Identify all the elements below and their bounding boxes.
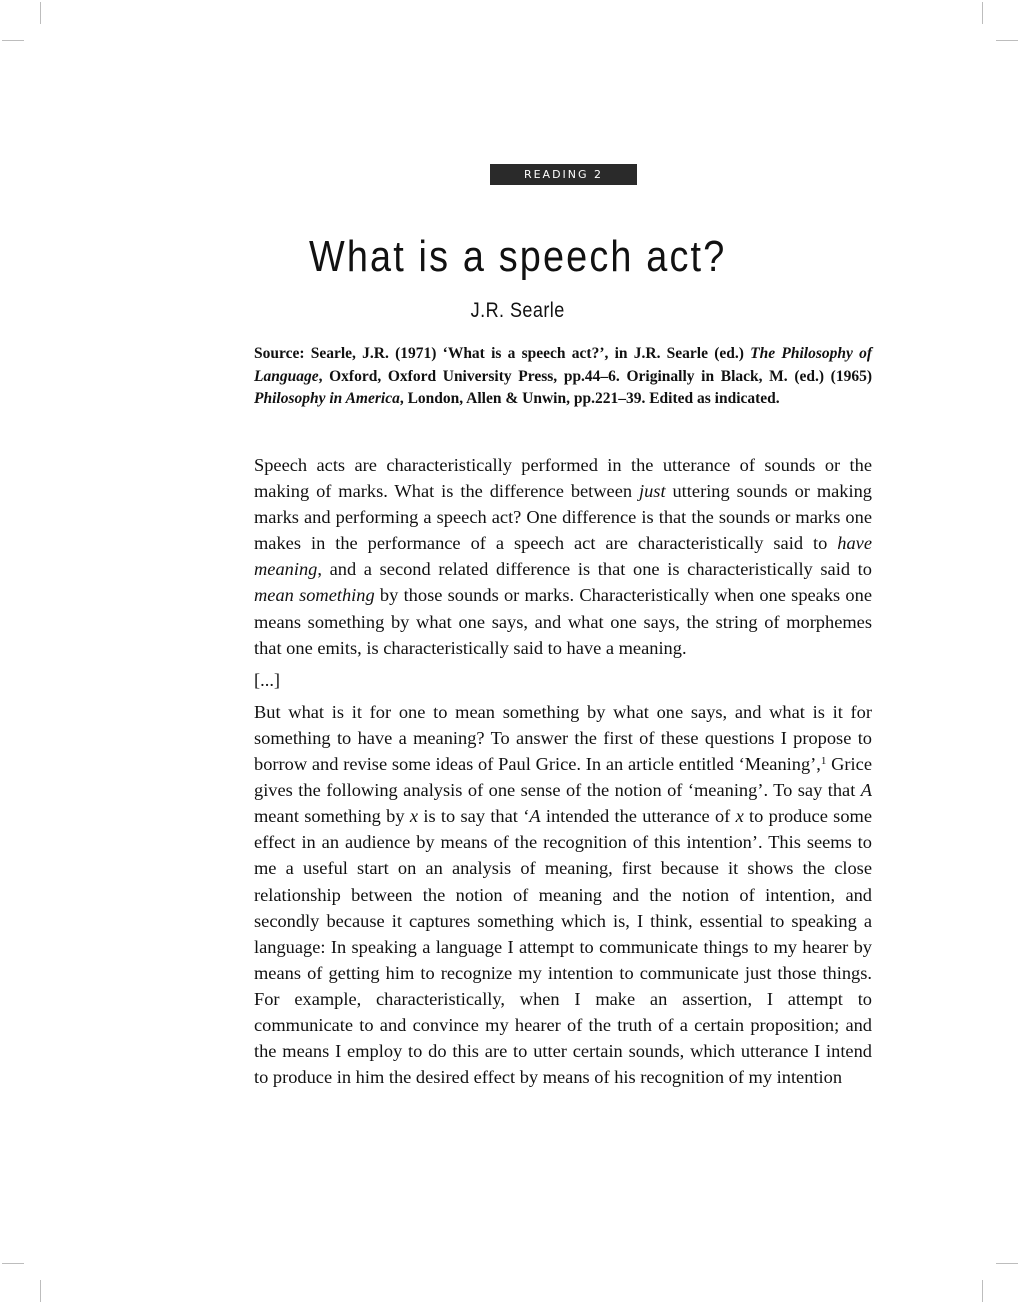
source-tail: , London, Allen & Unwin, pp.221–39. Edited as indicated. — [399, 390, 780, 408]
crop-mark-top-left-h — [2, 40, 24, 41]
text-run: uttering sounds or making marks and performing a speech act? One difference is that the sounds or marks one makes in the performance of a speech act are characteristically said to — [254, 481, 872, 554]
text-run: to produce some effect in an audience by means of the recognition of this intention’. This seems to me a useful start on an analysis of meaning, first because it shows the close relationship between the notion of meaning and the notion of intention, and secondly because it captures something which is, I think, essential to speaking a language: In speaking a language I attempt to communicate things to my hearer by means of getting him to recognize my intention to communicate just those things. For example, characteristically, when I make an assertion, I attempt to communicate to and convince my hearer of the truth of a certain proposition; and the means I employ to do this are to utter certain sounds, which utterance I intend to produce in him the desired effect by means of his recognition of my intention — [254, 806, 872, 1088]
source-book-title-1: The Philosophy of Language — [254, 345, 873, 385]
crop-mark-top-right-h — [996, 40, 1018, 41]
text-run: Speech acts are characteristically performed in the utterance of sounds or the making of marks. What is the difference between — [254, 455, 872, 502]
source-lead: Source: Searle, J.R. (1971) ‘What is a speech act?’, in J.R. Searle (ed.) — [254, 345, 751, 362]
paragraph-2 — [254, 699, 872, 1090]
text-run: meant something by — [254, 806, 410, 827]
crop-mark-bottom-left-h — [2, 1263, 24, 1264]
page-title: What is a speech act? — [308, 232, 727, 281]
text-run: by those sounds or marks. Characteristically when one speaks one means something by what one says, and what one says, the string of morphemes that one emits, is characteristically said to have a meaning. — [254, 585, 872, 658]
text-run: , and a second related difference is that one is characteristically said to — [317, 559, 872, 580]
text-run: Grice gives the following analysis of one sense of the notion of ‘meaning’. To say that — [254, 754, 872, 801]
footnote-reference[interactable]: 1 — [820, 755, 827, 768]
crop-mark-bottom-right-h — [996, 1263, 1018, 1264]
crop-mark-top-left — [40, 2, 41, 24]
author-name: J.R. Searle — [470, 299, 565, 322]
text-run: intended the utterance of — [540, 806, 736, 827]
variable: x — [409, 806, 419, 827]
source-citation — [254, 343, 872, 411]
variable: x — [735, 806, 744, 827]
text-run: But what is it for one to mean something by what one says, and what is it for something to have a meaning? To answer the first of these questions I propose to borrow and revise some ideas of Paul Grice. In an article entitled ‘Meaning’, — [254, 701, 872, 775]
variable: A — [529, 806, 541, 827]
paragraph-1 — [254, 452, 872, 661]
source-mid: , Oxford, Oxford University Press, pp.44–6. Originally in Black, M. (ed.) (1965) — [318, 367, 872, 385]
crop-mark-top-right — [982, 2, 983, 24]
emphasis: have meaning — [254, 533, 872, 580]
emphasis: just — [639, 481, 666, 502]
text-run: is to say that ‘ — [418, 806, 530, 827]
emphasis: mean something — [254, 585, 375, 606]
crop-mark-bottom-left — [40, 1280, 41, 1302]
ellipsis-marker: [...] — [254, 669, 281, 690]
variable: A — [860, 780, 872, 801]
body-text — [254, 452, 872, 1096]
crop-mark-bottom-right — [982, 1280, 983, 1302]
source-book-title-2: Philosophy in America — [254, 390, 400, 408]
reading-label: READING 2 — [490, 164, 637, 185]
